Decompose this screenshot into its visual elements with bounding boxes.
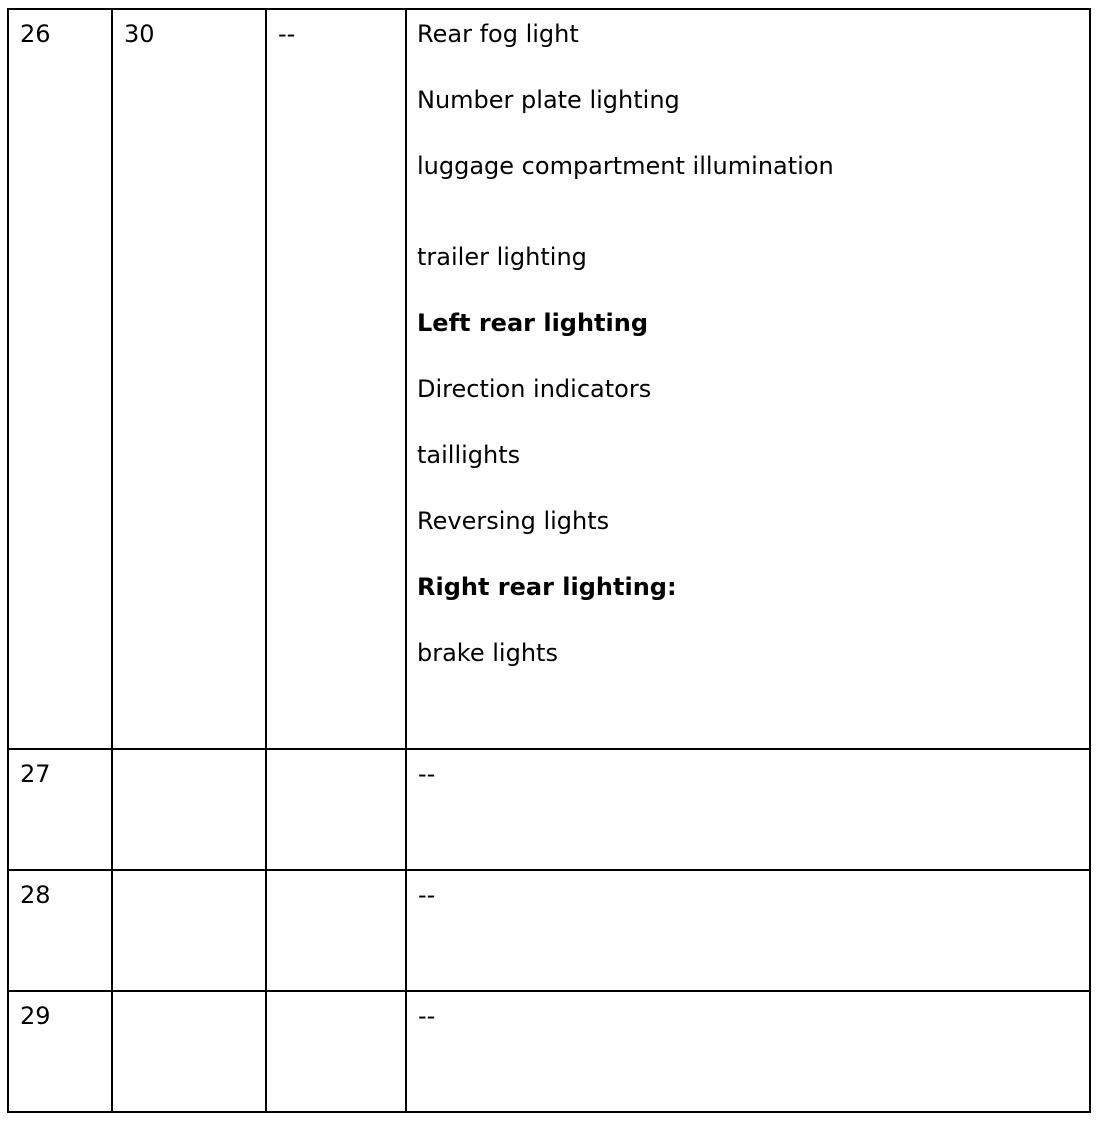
fuse-number-cell (8, 749, 112, 870)
function-item-luggage-compartment-illumination: luggage compartment illumination (417, 152, 834, 180)
function-item-trailer-lighting: trailer lighting (417, 243, 587, 271)
amperage-cell (112, 870, 266, 991)
function-item-direction-indicators: Direction indicators (417, 375, 652, 403)
amperage-value: 30 (124, 20, 155, 48)
amperage-value (113, 750, 265, 762)
function-description: -- (418, 760, 436, 788)
function-heading-left-rear-lighting: Left rear lighting (417, 309, 649, 337)
function-list (407, 10, 1089, 665)
table-row-fuse-26 (8, 9, 1090, 749)
code-cell (266, 870, 406, 991)
fuse-number: 26 (20, 20, 51, 48)
amperage-cell (112, 9, 266, 749)
fuse-number-cell (8, 991, 112, 1112)
fuse-table (7, 8, 1091, 1113)
fuse-number-cell (8, 870, 112, 991)
code-value: -- (278, 20, 296, 48)
amperage-cell (112, 991, 266, 1112)
table-row-fuse-28 (8, 870, 1090, 991)
code-value (267, 750, 405, 762)
code-cell (266, 749, 406, 870)
function-item-taillights: taillights (417, 441, 521, 469)
function-item-brake-lights: brake lights (417, 639, 558, 667)
table-row-fuse-29 (8, 991, 1090, 1112)
code-cell (266, 991, 406, 1112)
amperage-value (113, 871, 265, 883)
function-description: -- (418, 1002, 436, 1030)
function-item-rear-fog-light: Rear fog light (417, 20, 579, 48)
function-item-reversing-lights: Reversing lights (417, 507, 610, 535)
function-cell (406, 749, 1090, 870)
fuse-number: 28 (20, 881, 51, 909)
code-value (267, 992, 405, 1004)
fuse-number-cell (8, 9, 112, 749)
amperage-value (113, 992, 265, 1004)
function-heading-right-rear-lighting: Right rear lighting: (417, 573, 677, 601)
function-description: -- (418, 881, 436, 909)
table-row-fuse-27 (8, 749, 1090, 870)
code-cell (266, 9, 406, 749)
function-cell (406, 991, 1090, 1112)
code-value (267, 871, 405, 883)
amperage-cell (112, 749, 266, 870)
fuse-number: 29 (20, 1002, 51, 1030)
function-cell (406, 9, 1090, 749)
function-item-number-plate-lighting: Number plate lighting (417, 86, 680, 114)
function-cell (406, 870, 1090, 991)
fuse-number: 27 (20, 760, 51, 788)
